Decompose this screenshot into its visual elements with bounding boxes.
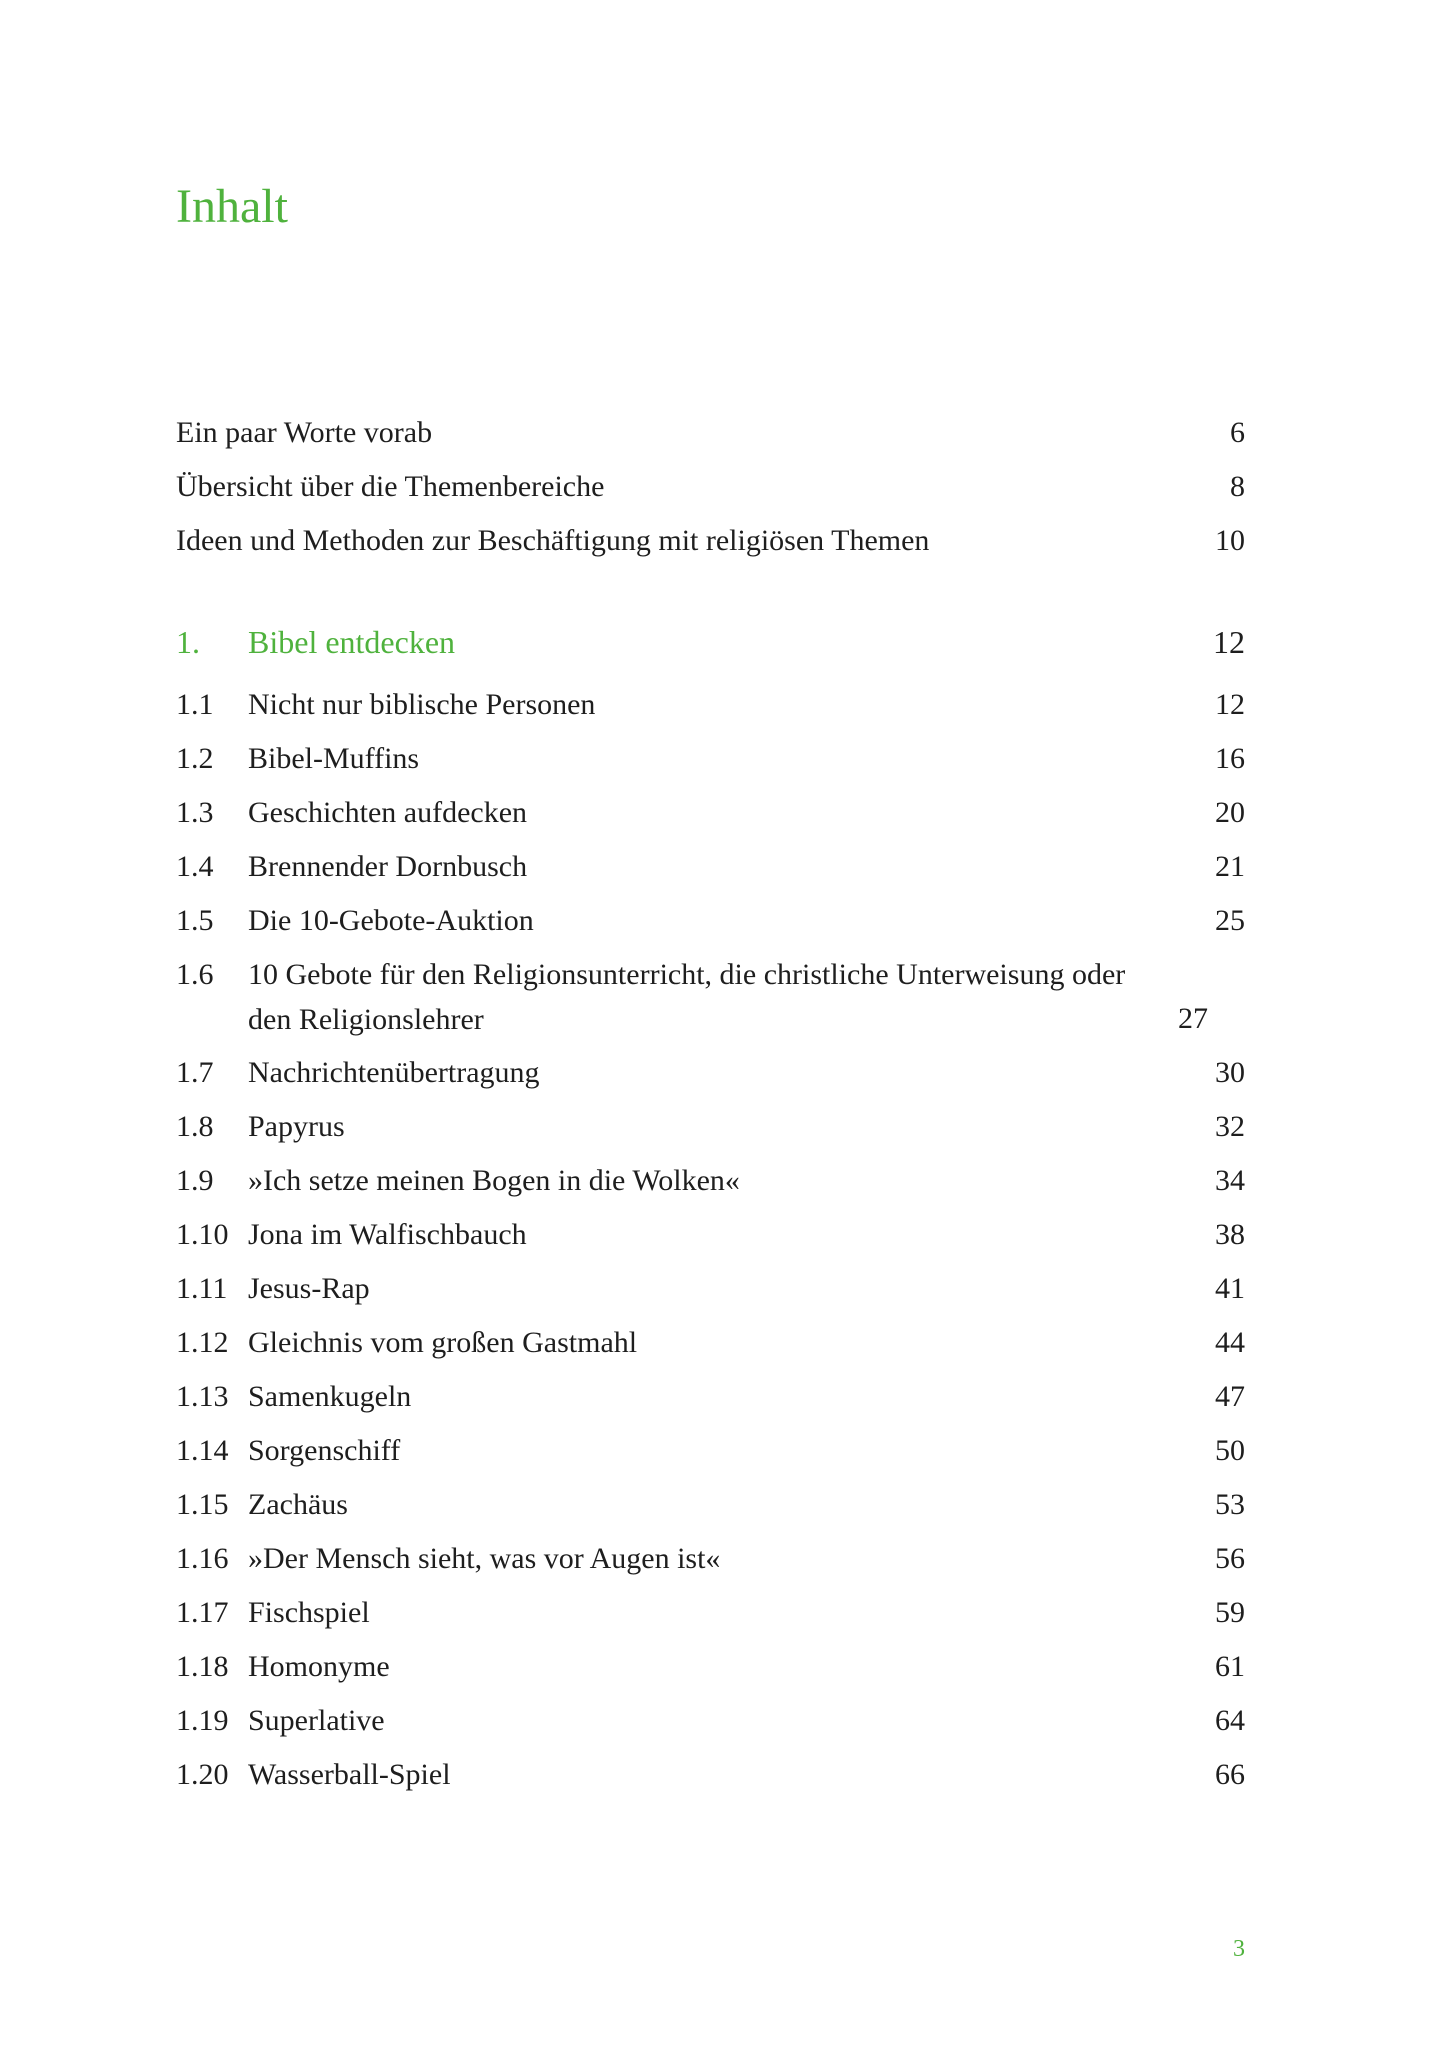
section-title: Superlative — [248, 1704, 385, 1737]
toc-entry-title: Ein paar Worte vorab — [176, 416, 433, 449]
section-entry[interactable] — [176, 1640, 1245, 1694]
section-title: Brennender Dornbusch — [248, 850, 528, 883]
section-number: 1.6 — [176, 958, 214, 991]
section-number: 1.20 — [176, 1758, 229, 1791]
toc-entry-title: Übersicht über die Themenbereiche — [176, 470, 605, 503]
section-entry[interactable] — [176, 1370, 1245, 1424]
section-entry[interactable] — [176, 1532, 1245, 1586]
section-title: Bibel-Muffins — [248, 742, 420, 775]
section-number: 1.19 — [176, 1704, 229, 1737]
section-number: 1.13 — [176, 1380, 229, 1413]
section-entry[interactable] — [176, 948, 1245, 1046]
section-page: 56 — [1215, 1542, 1245, 1575]
section-number: 1.4 — [176, 850, 214, 883]
section-entry[interactable] — [176, 678, 1245, 732]
section-page: 61 — [1215, 1650, 1245, 1683]
section-title: Fischspiel — [248, 1596, 370, 1629]
section-number: 1.12 — [176, 1326, 229, 1359]
section-list — [176, 678, 1245, 1802]
section-page: 25 — [1215, 904, 1245, 937]
section-entry[interactable] — [176, 1424, 1245, 1478]
section-number: 1.18 — [176, 1650, 229, 1683]
chapter-section — [176, 614, 1245, 1802]
section-entry[interactable] — [176, 1046, 1245, 1100]
section-page: 21 — [1215, 850, 1245, 883]
section-title: Jona im Walfischbauch — [248, 1218, 527, 1251]
section-title: »Der Mensch sieht, was vor Augen ist« — [248, 1542, 721, 1575]
section-number: 1.9 — [176, 1164, 214, 1197]
section-title: 10 Gebote für den Religionsunterricht, die christliche Unterweisung oder den Religionslehrer — [248, 958, 1126, 1036]
section-page: 34 — [1215, 1164, 1245, 1197]
section-number: 1.17 — [176, 1596, 229, 1629]
section-page: 12 — [1215, 688, 1245, 721]
toc-entry-title: Ideen und Methoden zur Beschäftigung mit religiösen Themen — [176, 524, 930, 557]
toc-entry[interactable] — [176, 514, 1245, 568]
section-title: Nachrichtenübertragung — [248, 1056, 540, 1089]
section-number: 1.8 — [176, 1110, 214, 1143]
toc-entry[interactable] — [176, 460, 1245, 514]
section-page: 53 — [1215, 1488, 1245, 1521]
section-page: 20 — [1215, 796, 1245, 829]
section-entry[interactable] — [176, 1100, 1245, 1154]
section-page: 32 — [1215, 1110, 1245, 1143]
section-number: 1.1 — [176, 688, 214, 721]
section-title: Jesus-Rap — [248, 1272, 370, 1305]
section-entry[interactable] — [176, 1748, 1245, 1802]
chapter-page: 12 — [1213, 624, 1245, 660]
section-number: 1.7 — [176, 1056, 214, 1089]
section-page: 41 — [1215, 1272, 1245, 1305]
chapter-number: 1. — [176, 624, 200, 660]
page-number: 3 — [1233, 1936, 1245, 1962]
section-entry[interactable] — [176, 1262, 1245, 1316]
section-number: 1.5 — [176, 904, 214, 937]
section-title: Wasserball-Spiel — [248, 1758, 451, 1791]
section-page: 44 — [1215, 1326, 1245, 1359]
section-page: 27 — [1178, 1002, 1208, 1035]
toc-intro-list — [176, 406, 1245, 568]
section-page: 64 — [1215, 1704, 1245, 1737]
section-number: 1.14 — [176, 1434, 229, 1467]
section-page: 16 — [1215, 742, 1245, 775]
section-number: 1.11 — [176, 1272, 228, 1305]
section-entry[interactable] — [176, 1586, 1245, 1640]
section-page: 50 — [1215, 1434, 1245, 1467]
section-entry[interactable] — [176, 1154, 1245, 1208]
section-number: 1.16 — [176, 1542, 229, 1575]
section-title: Die 10-Gebote-Auktion — [248, 904, 534, 937]
section-title: Samenkugeln — [248, 1380, 412, 1413]
section-title: Papyrus — [248, 1110, 345, 1143]
section-title: Sorgenschiff — [248, 1434, 401, 1467]
section-entry[interactable] — [176, 1316, 1245, 1370]
section-entry[interactable] — [176, 732, 1245, 786]
chapter-heading[interactable] — [176, 614, 1245, 670]
toc-entry[interactable] — [176, 406, 1245, 460]
section-page: 59 — [1215, 1596, 1245, 1629]
section-title: Gleichnis vom großen Gastmahl — [248, 1326, 638, 1359]
section-page: 47 — [1215, 1380, 1245, 1413]
section-page: 38 — [1215, 1218, 1245, 1251]
section-number: 1.2 — [176, 742, 214, 775]
section-entry[interactable] — [176, 894, 1245, 948]
section-number: 1.10 — [176, 1218, 229, 1251]
section-title: Geschichten aufdecken — [248, 796, 528, 829]
section-entry[interactable] — [176, 840, 1245, 894]
chapter-title: Bibel entdecken — [248, 624, 456, 660]
toc-entry-page: 8 — [1230, 470, 1245, 503]
page-title: Inhalt — [176, 180, 288, 233]
section-entry[interactable] — [176, 786, 1245, 840]
section-entry[interactable] — [176, 1208, 1245, 1262]
section-title: Nicht nur biblische Personen — [248, 688, 596, 721]
section-number: 1.15 — [176, 1488, 229, 1521]
section-number: 1.3 — [176, 796, 214, 829]
section-title: Homonyme — [248, 1650, 390, 1683]
toc-entry-page: 10 — [1215, 524, 1245, 557]
section-page: 30 — [1215, 1056, 1245, 1089]
section-entry[interactable] — [176, 1478, 1245, 1532]
toc-entry-page: 6 — [1230, 416, 1245, 449]
section-title: Zachäus — [248, 1488, 348, 1521]
section-page: 66 — [1215, 1758, 1245, 1791]
section-entry[interactable] — [176, 1694, 1245, 1748]
section-title: »Ich setze meinen Bogen in die Wolken« — [248, 1164, 740, 1197]
